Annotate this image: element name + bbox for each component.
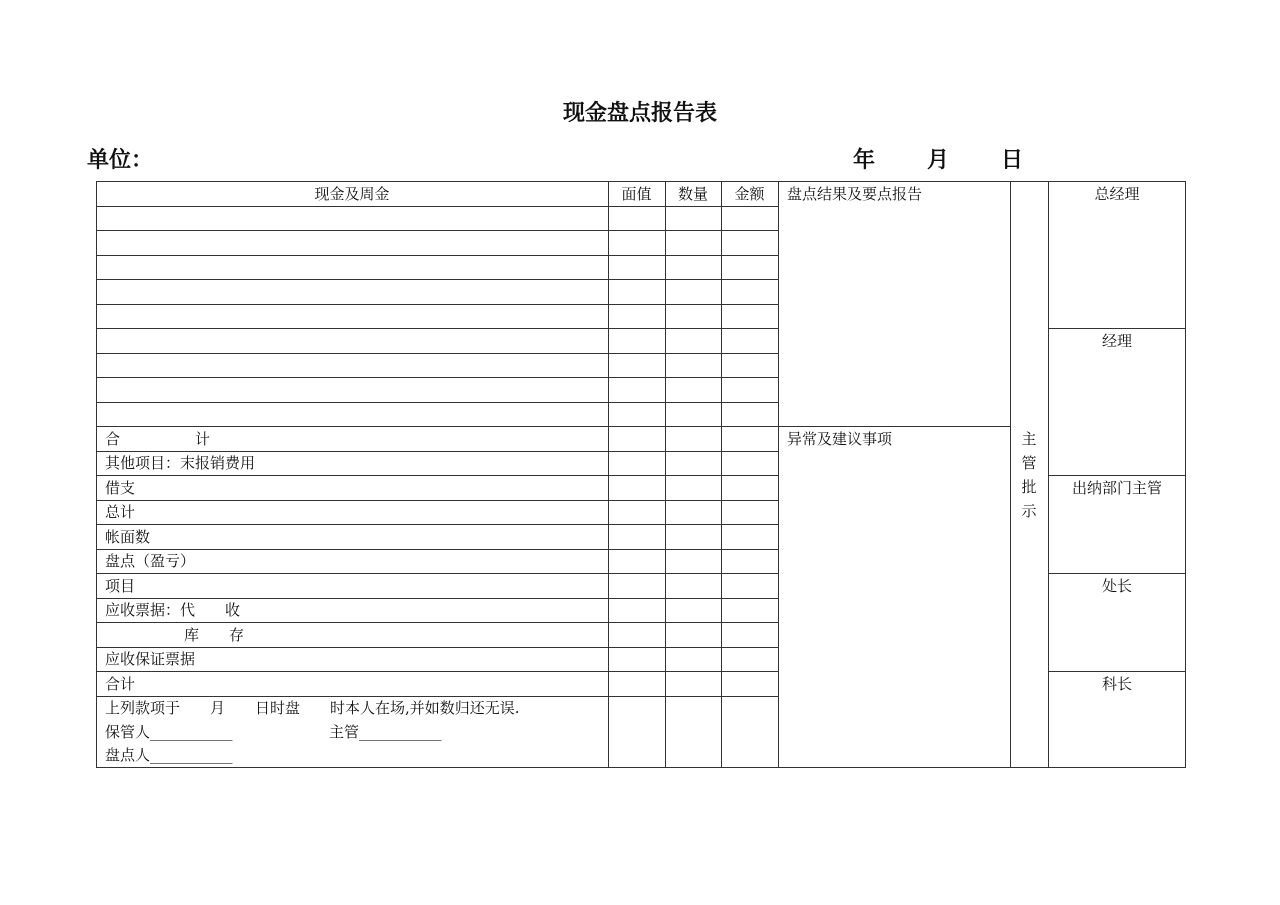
row-label-count: 盘点（盈亏） xyxy=(105,552,196,570)
grid-line xyxy=(96,377,778,378)
approver-director: 处长 xyxy=(1101,577,1132,595)
counter-signature: 盘点人___________ xyxy=(105,746,233,764)
grid-line xyxy=(96,255,778,256)
date-month: 月 xyxy=(927,148,950,173)
unit-label: 单位： xyxy=(87,148,154,173)
approval-char: 示 xyxy=(1021,502,1037,520)
grid-line xyxy=(96,500,778,501)
approver-cashier-head: 出纳部门主管 xyxy=(1071,479,1162,497)
row-label-book: 帐面数 xyxy=(105,528,151,546)
row-label-item: 项目 xyxy=(105,577,136,595)
header-cash: 现金及周金 xyxy=(314,185,390,203)
grid-line xyxy=(96,475,778,476)
approver-manager: 经理 xyxy=(1101,332,1132,350)
date-year: 年 xyxy=(853,148,876,173)
grid-line xyxy=(96,353,778,354)
header-face-value: 面值 xyxy=(621,185,652,203)
grid-line xyxy=(96,402,778,403)
row-label-total: 合 计 xyxy=(105,430,211,448)
grid-line xyxy=(96,206,778,207)
approval-char: 批 xyxy=(1021,478,1037,496)
grid-line xyxy=(96,524,778,525)
row-label-total-2: 合计 xyxy=(105,675,136,693)
row-label-total-sub: 总计 xyxy=(105,503,136,521)
row-label-other: 其他项目：末报销费用 xyxy=(105,454,256,472)
row-label-guarantee: 应收保证票据 xyxy=(105,650,196,668)
row-label-borrow: 借支 xyxy=(105,479,136,497)
grid-line xyxy=(778,181,779,768)
header-amount: 金额 xyxy=(734,185,765,203)
grid-line xyxy=(96,671,778,672)
grid-line xyxy=(96,304,778,305)
custodian-signature: 保管人___________ xyxy=(105,723,233,741)
grid-line xyxy=(96,230,778,231)
row-label-receivable: 应收票据：代 收 xyxy=(105,601,241,619)
approval-char: 主 xyxy=(1021,430,1037,448)
row-label-inventory: 库 存 xyxy=(184,626,245,644)
grid-line xyxy=(96,573,778,574)
grid-line xyxy=(96,647,778,648)
supervisor-signature: 主管___________ xyxy=(329,723,442,741)
statement-text: 上列款项于 月 日时盘 时本人在场,并如数归还无误. xyxy=(105,699,520,717)
grid-line xyxy=(96,328,778,329)
page-title: 现金盘点报告表 xyxy=(562,101,717,126)
grid-line xyxy=(96,279,778,280)
approver-section-chief: 科长 xyxy=(1101,675,1132,693)
approval-char: 管 xyxy=(1021,454,1037,472)
abnormal-label: 异常及建议事项 xyxy=(787,430,893,448)
date-day: 日 xyxy=(1001,148,1024,173)
approver-general-manager: 总经理 xyxy=(1094,185,1140,203)
grid-line xyxy=(96,549,778,550)
header-quantity: 数量 xyxy=(677,185,708,203)
header-report: 盘点结果及要点报告 xyxy=(787,185,923,203)
